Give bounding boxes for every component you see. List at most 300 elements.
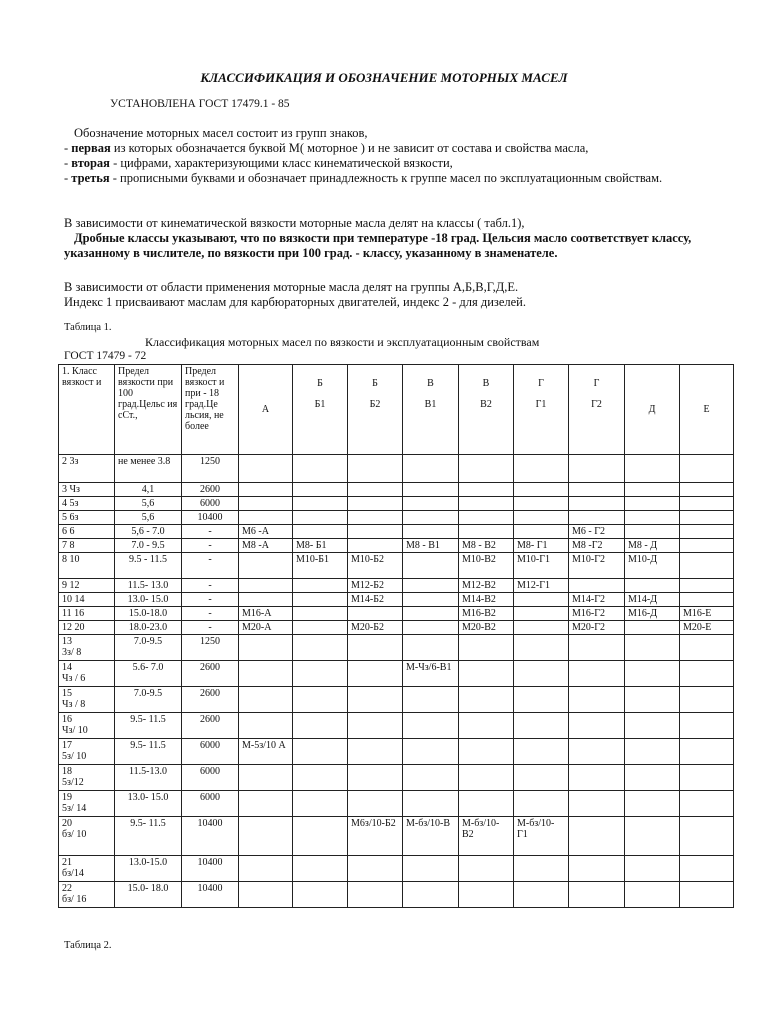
cell-oil-grade: М-бз/10-В [403,817,459,856]
cell-class: 22 бз/ 16 [59,882,115,908]
cell-oil-grade [293,635,348,661]
cell-visc-minus18: 2600 [182,661,239,687]
cell-visc-minus18: 6000 [182,497,239,511]
cell-visc-minus18: 6000 [182,739,239,765]
cell-oil-grade [625,483,680,497]
cell-oil-grade [514,497,569,511]
cell-oil-grade: М10-Д [625,553,680,579]
cell-oil-grade [403,765,459,791]
header-group-b1: Б Б1 [293,365,348,455]
cell-oil-grade [569,856,625,882]
cell-oil-grade [569,511,625,525]
cell-oil-grade [459,497,514,511]
fraction-classes-note: Дробные классы указывают, что по вязкости при температуре -18 град. Цельсия масло соответствует классу, указанному в числителе, по вязкости при 100 град. - классу, указанному в знаменателе. [64,231,692,260]
cell-visc-100: 11.5- 13.0 [115,579,182,593]
cell-oil-grade [239,882,293,908]
cell-oil-grade [514,791,569,817]
cell-oil-grade [625,579,680,593]
cell-visc-100: 18.0-23.0 [115,621,182,635]
table-row [59,791,734,817]
cell-oil-grade [348,765,403,791]
cell-oil-grade [348,882,403,908]
cell-visc-100: 15.0-18.0 [115,607,182,621]
cell-oil-grade [625,511,680,525]
cell-oil-grade [293,856,348,882]
cell-oil-grade: М8 -Г2 [569,539,625,553]
cell-oil-grade [625,525,680,539]
cell-oil-grade [403,579,459,593]
cell-oil-grade [625,713,680,739]
cell-oil-grade: М8- Г1 [514,539,569,553]
classification-table [58,364,734,908]
cell-oil-grade [514,607,569,621]
cell-oil-grade [459,856,514,882]
cell-oil-grade [680,882,734,908]
cell-oil-grade: М10-Г2 [569,553,625,579]
table-row [59,635,734,661]
cell-oil-grade [569,687,625,713]
cell-oil-grade: М6 - Г2 [569,525,625,539]
cell-oil-grade [403,713,459,739]
cell-oil-grade: М10-Б2 [348,553,403,579]
cell-oil-grade [239,765,293,791]
cell-oil-grade [348,856,403,882]
table-row [59,497,734,511]
cell-oil-grade [459,765,514,791]
cell-oil-grade: М8 - Д [625,539,680,553]
cell-class: 8 10 [59,553,115,579]
cell-visc-100: 5.6- 7.0 [115,661,182,687]
cell-oil-grade [403,553,459,579]
cell-oil-grade [569,791,625,817]
cell-class: 11 16 [59,607,115,621]
cell-oil-grade [680,579,734,593]
cell-oil-grade [403,739,459,765]
cell-oil-grade: М16-Е [680,607,734,621]
cell-oil-grade [239,713,293,739]
cell-oil-grade [293,525,348,539]
cell-oil-grade [239,661,293,687]
cell-visc-minus18: - [182,621,239,635]
table-row [59,607,734,621]
cell-class: 13 3з/ 8 [59,635,115,661]
cell-visc-100: 7.0-9.5 [115,687,182,713]
cell-oil-grade [569,739,625,765]
table-row [59,455,734,483]
cell-oil-grade [348,539,403,553]
cell-class: 14 Чз / 6 [59,661,115,687]
cell-oil-grade [514,765,569,791]
cell-oil-grade [459,713,514,739]
table-row [59,882,734,908]
cell-oil-grade [293,739,348,765]
cell-oil-grade [625,661,680,687]
cell-visc-minus18: 6000 [182,791,239,817]
cell-oil-grade [239,593,293,607]
cell-class: 4 5з [59,497,115,511]
cell-visc-minus18: 2600 [182,687,239,713]
cell-oil-grade: М14-Д [625,593,680,607]
cell-oil-grade: М-бз/10-Г1 [514,817,569,856]
cell-oil-grade [403,593,459,607]
cell-oil-grade [680,511,734,525]
cell-oil-grade [348,739,403,765]
cell-oil-grade [348,607,403,621]
header-group-v2: В В2 [459,365,514,455]
cell-oil-grade: М-бз/10- В2 [459,817,514,856]
cell-oil-grade [459,661,514,687]
table-row [59,739,734,765]
cell-visc-100: 13.0-15.0 [115,856,182,882]
cell-oil-grade [680,593,734,607]
cell-oil-grade [459,882,514,908]
cell-oil-grade [348,713,403,739]
cell-oil-grade [514,483,569,497]
cell-oil-grade: М6 -А [239,525,293,539]
cell-visc-minus18: - [182,607,239,621]
header-group-g1: Г Г1 [514,365,569,455]
cell-oil-grade [459,739,514,765]
cell-visc-100: 5,6 - 7.0 [115,525,182,539]
cell-oil-grade [348,455,403,483]
table-row [59,687,734,713]
cell-oil-grade [403,483,459,497]
cell-oil-grade [514,525,569,539]
cell-oil-grade [625,621,680,635]
cell-oil-grade [293,579,348,593]
cell-oil-grade: М10-Г1 [514,553,569,579]
cell-oil-grade [239,635,293,661]
cell-oil-grade: М20-Е [680,621,734,635]
cell-oil-grade [569,455,625,483]
table-row [59,621,734,635]
cell-oil-grade [293,765,348,791]
cell-visc-minus18: 10400 [182,511,239,525]
cell-visc-100: 9.5- 11.5 [115,739,182,765]
cell-oil-grade [239,497,293,511]
cell-class: 20 бз/ 10 [59,817,115,856]
cell-oil-grade [403,635,459,661]
cell-oil-grade [403,791,459,817]
cell-oil-grade: М-Чз/6-В1 [403,661,459,687]
groups-line: В зависимости от области применения моторные масла делят на группы А,Б,В,Г,Д,Е. [64,280,519,294]
cell-oil-grade [348,791,403,817]
cell-oil-grade: М12-В2 [459,579,514,593]
header-group-b2: Б Б2 [348,365,403,455]
index-line: Индекс 1 присваивают маслам для карбюраторных двигателей, индекс 2 - для дизелей. [64,295,526,309]
cell-oil-grade [680,483,734,497]
cell-oil-grade [514,455,569,483]
cell-oil-grade [348,525,403,539]
table1-gost: ГОСТ 17479 - 72 [64,350,147,362]
cell-oil-grade [239,511,293,525]
cell-oil-grade [293,607,348,621]
cell-oil-grade [293,661,348,687]
cell-oil-grade [293,791,348,817]
designation-paragraph [64,126,704,186]
cell-oil-grade [569,635,625,661]
cell-oil-grade [514,739,569,765]
table-row [59,483,734,497]
cell-class: 12 20 [59,621,115,635]
cell-oil-grade [293,455,348,483]
cell-class: 16 Чз/ 10 [59,713,115,739]
cell-visc-minus18: 6000 [182,765,239,791]
cell-oil-grade [239,817,293,856]
cell-oil-grade [680,817,734,856]
cell-oil-grade: М8 -А [239,539,293,553]
header-group-d: Д [625,365,680,455]
viscosity-paragraph [64,216,704,261]
cell-oil-grade: М20-Б2 [348,621,403,635]
cell-oil-grade [348,483,403,497]
cell-oil-grade [625,856,680,882]
cell-oil-grade [569,882,625,908]
cell-oil-grade: М-5з/10 А [239,739,293,765]
cell-oil-grade: М20-А [239,621,293,635]
gost-reference: УСТАНОВЛЕНА ГОСТ 17479.1 - 85 [110,98,290,110]
cell-oil-grade [403,525,459,539]
cell-oil-grade [680,791,734,817]
cell-oil-grade [625,739,680,765]
cell-class: 19 5з/ 14 [59,791,115,817]
cell-oil-grade [680,455,734,483]
cell-visc-minus18: - [182,539,239,553]
header-group-v1: В В1 [403,365,459,455]
cell-visc-100: 15.0- 18.0 [115,882,182,908]
cell-visc-100: не менее 3.8 [115,455,182,483]
table-row [59,765,734,791]
cell-oil-grade [680,713,734,739]
cell-visc-minus18: 10400 [182,856,239,882]
cell-oil-grade [459,687,514,713]
table1-label: Таблица 1. [64,322,112,333]
cell-oil-grade [348,497,403,511]
cell-oil-grade [403,621,459,635]
cell-oil-grade [514,687,569,713]
cell-oil-grade: М16-Д [625,607,680,621]
cell-class: 2 3з [59,455,115,483]
table-row [59,539,734,553]
cell-class: 3 Чз [59,483,115,497]
header-viscosity-100: Предел вязкости при 100 град.Цельс ия сСт., [115,365,182,455]
cell-oil-grade [625,765,680,791]
cell-visc-minus18: - [182,579,239,593]
cell-oil-grade [239,483,293,497]
cell-oil-grade [348,511,403,525]
cell-oil-grade [403,607,459,621]
cell-oil-grade [293,593,348,607]
cell-oil-grade [459,635,514,661]
designation-third: - третья - прописными буквами и обозначает принадлежность к группе масел по эксплуатационным свойствам. [64,171,663,185]
groups-paragraph [64,280,704,310]
cell-oil-grade [625,817,680,856]
cell-oil-grade: М14-Б2 [348,593,403,607]
cell-oil-grade: М14-В2 [459,593,514,607]
table-row [59,579,734,593]
cell-oil-grade [680,661,734,687]
cell-oil-grade [459,791,514,817]
cell-oil-grade [293,713,348,739]
header-viscosity-minus18: Предел вязкост и при - 18 град.Це льсия, не более [182,365,239,455]
cell-oil-grade [514,713,569,739]
cell-oil-grade [403,497,459,511]
cell-oil-grade [239,455,293,483]
cell-oil-grade [625,497,680,511]
cell-oil-grade [625,791,680,817]
cell-class: 10 14 [59,593,115,607]
cell-visc-100: 9.5- 11.5 [115,713,182,739]
cell-visc-100: 13.0- 15.0 [115,593,182,607]
cell-oil-grade [514,593,569,607]
cell-oil-grade [680,687,734,713]
cell-oil-grade [293,483,348,497]
cell-oil-grade [459,483,514,497]
cell-oil-grade [459,525,514,539]
cell-oil-grade [293,687,348,713]
table-header-row [59,365,734,455]
header-viscosity-class: 1. Класс вязкост и [59,365,115,455]
cell-oil-grade [403,455,459,483]
cell-visc-100: 5,6 [115,497,182,511]
cell-oil-grade [403,882,459,908]
cell-oil-grade [569,579,625,593]
cell-oil-grade [293,882,348,908]
table-row [59,661,734,687]
cell-oil-grade [680,539,734,553]
cell-oil-grade [293,817,348,856]
cell-visc-100: 7.0 - 9.5 [115,539,182,553]
cell-class: 9 12 [59,579,115,593]
cell-class: 18 5з/12 [59,765,115,791]
cell-class: 6 6 [59,525,115,539]
table1-caption: Классификация моторных масел по вязкости и эксплуатационным свойствам [145,335,540,349]
cell-visc-minus18: 10400 [182,882,239,908]
table-row [59,713,734,739]
cell-oil-grade: М8- Б1 [293,539,348,553]
cell-class: 5 6з [59,511,115,525]
cell-oil-grade [680,497,734,511]
cell-oil-grade: М10-Б1 [293,553,348,579]
cell-oil-grade [403,687,459,713]
table-row [59,511,734,525]
cell-visc-100: 9.5 - 11.5 [115,553,182,579]
cell-visc-minus18: 2600 [182,483,239,497]
cell-oil-grade: М12-Г1 [514,579,569,593]
table-body [59,455,734,908]
cell-class: 17 5з/ 10 [59,739,115,765]
cell-visc-minus18: - [182,553,239,579]
cell-oil-grade: М20-Г2 [569,621,625,635]
table-row [59,553,734,579]
cell-visc-minus18: 2600 [182,713,239,739]
cell-oil-grade [514,856,569,882]
cell-oil-grade [625,455,680,483]
table-row [59,593,734,607]
cell-oil-grade [680,765,734,791]
cell-oil-grade [514,621,569,635]
cell-visc-100: 4,1 [115,483,182,497]
cell-oil-grade [293,497,348,511]
cell-oil-grade: М12-Б2 [348,579,403,593]
designation-second: - вторая - цифрами, характеризующими класс кинематической вязкости, [64,156,453,170]
cell-oil-grade: М20-В2 [459,621,514,635]
cell-oil-grade [514,882,569,908]
header-group-g2: Г Г2 [569,365,625,455]
cell-oil-grade [569,765,625,791]
cell-visc-minus18: - [182,525,239,539]
cell-oil-grade: М6з/10-Б2 [348,817,403,856]
cell-visc-minus18: 10400 [182,817,239,856]
cell-oil-grade: М16-В2 [459,607,514,621]
header-group-a: А [239,365,293,455]
cell-oil-grade [348,635,403,661]
cell-oil-grade [239,579,293,593]
cell-oil-grade [514,635,569,661]
cell-oil-grade [680,739,734,765]
table2-label: Таблица 2. [64,940,112,951]
cell-oil-grade [403,511,459,525]
cell-visc-100: 5,6 [115,511,182,525]
cell-oil-grade [239,687,293,713]
cell-oil-grade [348,687,403,713]
cell-oil-grade [569,497,625,511]
cell-oil-grade [239,856,293,882]
cell-oil-grade [625,635,680,661]
document-title: КЛАССИФИКАЦИЯ И ОБОЗНАЧЕНИЕ МОТОРНЫХ МАСЕЛ [200,70,568,85]
cell-oil-grade [403,856,459,882]
cell-oil-grade: М14-Г2 [569,593,625,607]
cell-oil-grade [239,553,293,579]
cell-oil-grade [514,661,569,687]
cell-oil-grade [514,511,569,525]
viscosity-line: В зависимости от кинематической вязкости моторные масла делят на классы ( табл.1), [64,216,525,230]
cell-oil-grade: М8 - В2 [459,539,514,553]
cell-oil-grade [680,635,734,661]
cell-oil-grade: М8 - В1 [403,539,459,553]
cell-oil-grade [569,817,625,856]
cell-oil-grade [680,525,734,539]
cell-visc-minus18: 1250 [182,455,239,483]
cell-oil-grade [459,455,514,483]
cell-oil-grade [680,856,734,882]
table-row [59,525,734,539]
cell-oil-grade [625,687,680,713]
cell-oil-grade [625,882,680,908]
cell-visc-100: 9.5- 11.5 [115,817,182,856]
designation-first: - первая из которых обозначается буквой М( моторное ) и не зависит от состава и свойства масла, [64,141,589,155]
cell-oil-grade [239,791,293,817]
designation-intro: Обозначение моторных масел состоит из групп знаков, [74,126,368,140]
cell-oil-grade: М16-А [239,607,293,621]
cell-visc-minus18: - [182,593,239,607]
cell-oil-grade: М10-В2 [459,553,514,579]
table-row [59,817,734,856]
cell-oil-grade [293,621,348,635]
cell-oil-grade: М16-Г2 [569,607,625,621]
cell-visc-100: 11.5-13.0 [115,765,182,791]
table-row [59,856,734,882]
cell-visc-100: 7.0-9.5 [115,635,182,661]
cell-oil-grade [569,661,625,687]
cell-class: 15 Чз / 8 [59,687,115,713]
cell-oil-grade [293,511,348,525]
cell-class: 21 бз/14 [59,856,115,882]
cell-oil-grade [680,553,734,579]
cell-oil-grade [569,483,625,497]
cell-oil-grade [348,661,403,687]
header-group-e: Е [680,365,734,455]
